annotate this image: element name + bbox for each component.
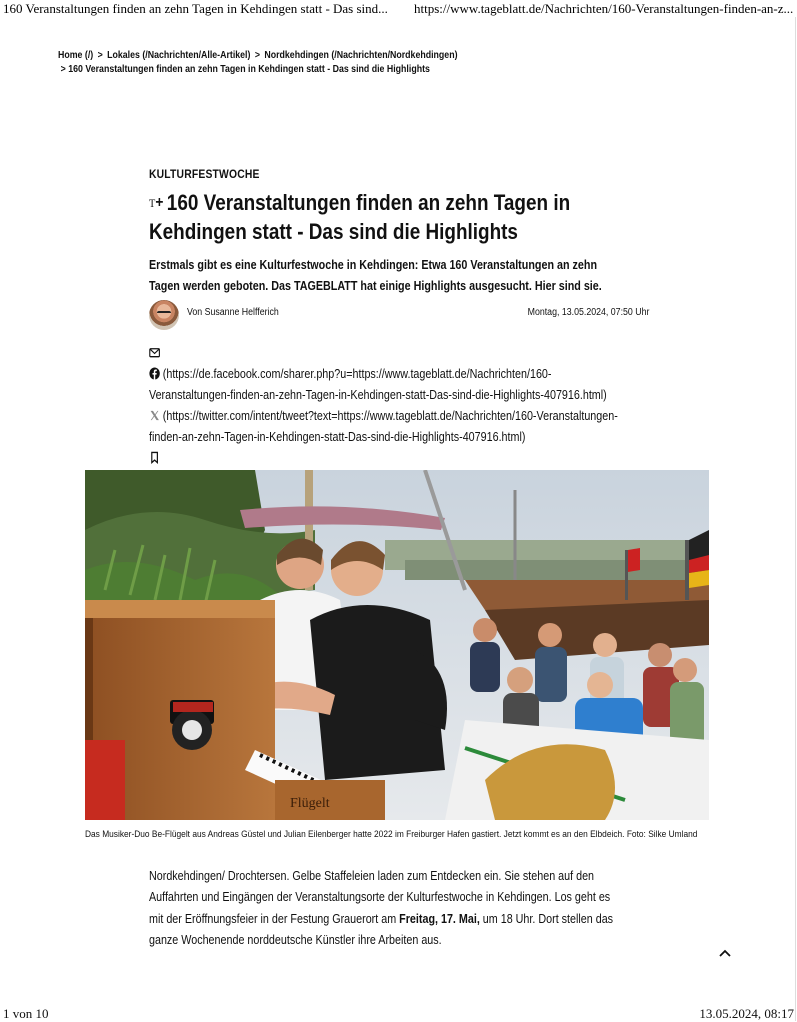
share-bar [149,343,631,469]
chevron-up-icon[interactable] [716,946,734,962]
facebook-icon[interactable] [149,367,160,380]
bookmark-icon[interactable] [149,451,160,464]
article-photo [85,470,709,820]
print-page-title: 160 Veranstaltungen finden an zehn Tagen in Kehdingen statt - Das sind... [3,1,388,16]
organ-label: Flügelt [290,796,330,811]
share-twitter[interactable] [149,406,631,448]
publish-date: Montag, 13.05.2024, 07:50 Uhr [527,307,649,318]
breadcrumb-separator: > [254,50,260,61]
article-body [149,866,613,951]
body-text-bold: Freitag, 17. Mai, [399,911,480,926]
print-datetime: 13.05.2024, 08:17 [699,1006,794,1021]
photo-caption: Das Musiker-Duo Be-Flügelt aus Andreas Güstel und Julian Eilenberger hatte 2022 im Freiburger Hafen gastiert. Jetzt kommt es an den Elbdeich. Foto: Silke Umland [85,829,698,840]
premium-badge [149,190,163,216]
mail-icon[interactable] [149,346,160,359]
article-headline [149,190,631,244]
share-facebook[interactable] [149,364,631,406]
premium-badge-plus: + [155,194,164,211]
body-text-part2: um 18 Uhr. Dort stellen das ganze Wochenende norddeutsche Künstler ihre Arbeiten aus. [149,911,614,947]
photo-image [85,470,709,820]
article-teaser: Erstmals gibt es eine Kulturfestwoche in Kehdingen: Etwa 160 Veranstaltungen an zehn Tagen werden geboten. Das TAGEBLATT hat einige Highlights ausgesucht. Hier sind sie. [149,258,602,293]
print-page-number: 1 von 10 [3,1006,49,1021]
author-avatar [149,300,179,330]
print-header [0,0,797,16]
scroll-to-top-button[interactable] [716,946,734,962]
breadcrumb-separator: > [97,50,103,61]
breadcrumb-separator: > [60,64,66,75]
bookmark[interactable] [149,448,631,469]
author-name: Von Susanne Helfferich [187,307,279,318]
facebook-share-link[interactable]: (https://de.facebook.com/sharer.php?u=https://www.tageblatt.de/Nachrichten/160-Veranstaltungen-finden-an-zehn-Tagen-in-Kehdingen-statt-Das-sind-die-Highlights-407916.html) [149,367,607,402]
print-footer [0,1006,797,1022]
body-text-part1: Nordkehdingen/ Drochtersen. Gelbe Staffeleien laden zum Entdecken ein. Sie stehen auf den Auffahrten und Eingängen der Veranstaltungsorte der Kulturfestwoche in Kehdingen. Los geht es mit der Eröffnungsfeier in der Festung Grauerort am [149,869,611,926]
twitter-share-link[interactable]: (https://twitter.com/intent/tweet?text=https://www.tageblatt.de/Nachrichten/160-Veranstaltungen-finden-an-zehn-Tagen-in-Kehdingen-statt-Das-sind-die-Highlights-407916.html) [149,409,618,444]
breadcrumb [58,49,604,77]
x-icon[interactable] [149,409,160,422]
premium-badge-t: T [149,196,156,210]
headline-text: 160 Veranstaltungen finden an zehn Tagen in Kehdingen statt - Das sind die Highlights [149,190,571,244]
breadcrumb-nordkehdingen[interactable]: Nordkehdingen (/Nachrichten/Nordkehdingen) [264,50,458,61]
breadcrumb-lokales[interactable]: Lokales (/Nachrichten/Alle-Artikel) [107,50,251,61]
share-mail[interactable] [149,343,631,364]
breadcrumb-current: 160 Veranstaltungen finden an zehn Tagen in Kehdingen statt - Das sind die Highlights [68,64,430,75]
print-page-url: https://www.tageblatt.de/Nachrichten/160-Veranstaltungen-finden-an-z... [414,1,794,16]
article-kicker: KULTURFESTWOCHE [149,169,260,181]
byline [149,300,649,332]
breadcrumb-home[interactable]: Home (/) [58,50,94,61]
